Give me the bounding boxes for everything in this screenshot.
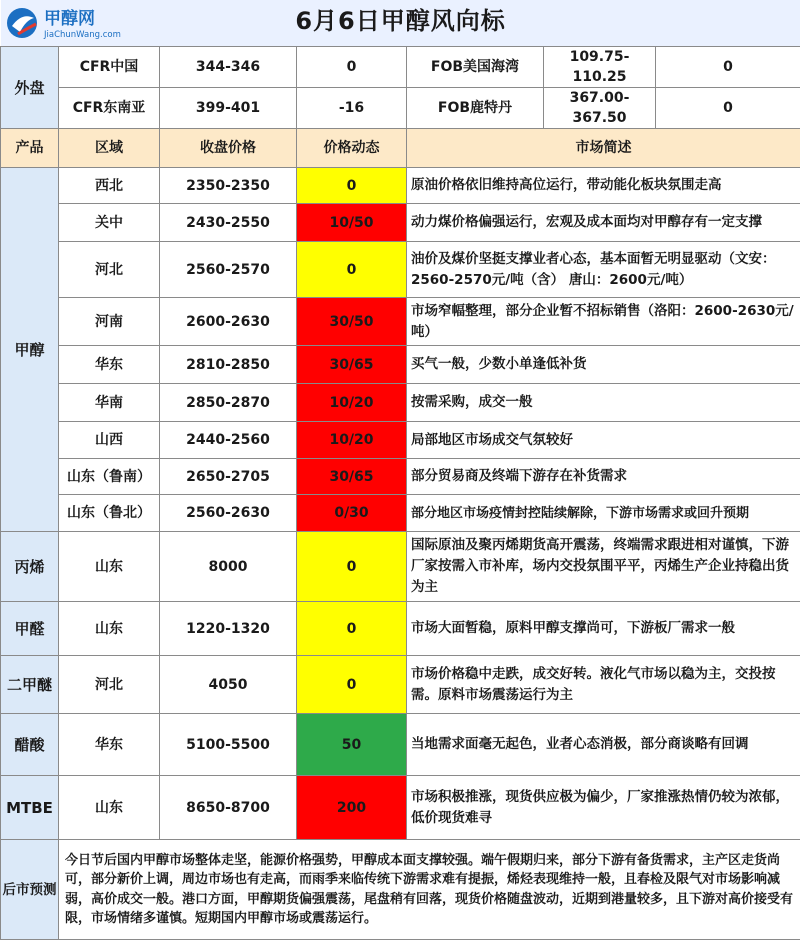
foreign-name: FOB美国海湾 [407,47,544,88]
product-label: 丙烯 [1,532,59,602]
region-cell: 河北 [59,656,160,714]
foreign-price: 109.75-110.25 [544,47,656,88]
change-cell: 10/20 [297,384,407,422]
region-cell: 山东 [59,602,160,656]
price-cell: 2560-2570 [160,242,297,298]
price-cell: 2430-2550 [160,204,297,242]
foreign-change: 0 [656,47,800,88]
product-label: 甲醛 [1,602,59,656]
change-cell: 10/20 [297,422,407,459]
foreign-name: CFR东南亚 [59,88,160,129]
table-row [1,346,800,384]
foreign-row [1,47,800,88]
price-cell: 2440-2560 [160,422,297,459]
price-cell: 2810-2850 [160,346,297,384]
change-cell: 30/65 [297,459,407,495]
forecast-row [1,840,800,940]
summary-cell: 市场价格稳中走跌，成交好转。液化气市场以稳为主，交投按需。原料市场震荡运行为主 [407,656,800,714]
summary-cell: 市场窄幅整理，部分企业暂不招标销售（洛阳：2600-2630元/吨） [407,298,800,346]
page-title: 6月6日甲醇风向标 [295,7,505,35]
region-cell: 华东 [59,346,160,384]
summary-cell: 油价及煤价坚挺支撑业者心态，基本面暂无明显驱动（文安：2560-2570元/吨（含） 唐山：2600元/吨） [407,242,800,298]
column-header-row [1,129,800,168]
change-cell: 0 [297,602,407,656]
summary-cell: 局部地区市场成交气氛较好 [407,422,800,459]
region-cell: 山东（鲁北） [59,495,160,532]
change-cell: 30/65 [297,346,407,384]
price-cell: 2850-2870 [160,384,297,422]
logo-en-text: JiaChunWang.com [43,30,121,40]
region-cell: 关中 [59,204,160,242]
jiachunwang-logo [4,4,144,42]
change-cell: 200 [297,776,407,840]
region-cell: 山东（鲁南） [59,459,160,495]
foreign-change: 0 [297,47,407,88]
header-close-price: 收盘价格 [160,129,297,168]
summary-cell: 买气一般，少数小单逢低补货 [407,346,800,384]
table-row [1,656,800,714]
summary-cell: 当地需求面毫无起色，业者心态消极，部分商谈略有回调 [407,714,800,776]
price-cell: 2560-2630 [160,495,297,532]
product-label: 二甲醚 [1,656,59,714]
change-cell: 0 [297,656,407,714]
summary-cell: 按需采购，成交一般 [407,384,800,422]
region-cell: 山西 [59,422,160,459]
foreign-price: 344-346 [160,47,297,88]
change-cell: 0 [297,168,407,204]
logo-cn-text: 甲醇网 [44,8,95,29]
change-cell: 0 [297,242,407,298]
summary-cell: 市场积极推涨，现货供应极为偏少，厂家推涨热情仍较为浓郁，低价现货难寻 [407,776,800,840]
change-cell: 0/30 [297,495,407,532]
summary-cell: 动力煤价格偏强运行，宏观及成本面均对甲醇存有一定支撑 [407,204,800,242]
table-row [1,776,800,840]
table-row [1,298,800,346]
product-label: 醋酸 [1,714,59,776]
summary-cell: 部分贸易商及终端下游存在补货需求 [407,459,800,495]
foreign-label: 外盘 [1,47,59,129]
region-cell: 河北 [59,242,160,298]
header-summary: 市场简述 [407,129,800,168]
price-cell: 1220-1320 [160,602,297,656]
price-cell: 2650-2705 [160,459,297,495]
summary-cell: 市场大面暂稳，原料甲醇支撑尚可，下游板厂需求一般 [407,602,800,656]
region-cell: 山东 [59,776,160,840]
summary-cell: 原油价格依旧维持高位运行，带动能化板块氛围走高 [407,168,800,204]
foreign-change: -16 [297,88,407,129]
table-row [1,204,800,242]
foreign-name: CFR中国 [59,47,160,88]
region-cell: 山东 [59,532,160,602]
price-cell: 8650-8700 [160,776,297,840]
header-change: 价格动态 [297,129,407,168]
price-cell: 5100-5500 [160,714,297,776]
table-row [1,495,800,532]
change-cell: 30/50 [297,298,407,346]
table-row [1,242,800,298]
region-cell: 华南 [59,384,160,422]
product-label: MTBE [1,776,59,840]
foreign-row [1,88,800,129]
region-cell: 华东 [59,714,160,776]
forecast-label: 后市预测 [1,840,59,940]
summary-cell: 国际原油及聚丙烯期货高开震荡，终端需求跟进相对谨慎，下游厂家按需入市补库，场内交投氛围平平，丙烯生产企业持稳出货为主 [407,532,800,602]
table-row [1,714,800,776]
foreign-change: 0 [656,88,800,129]
price-cell: 8000 [160,532,297,602]
change-cell: 50 [297,714,407,776]
region-cell: 河南 [59,298,160,346]
foreign-name: FOB鹿特丹 [407,88,544,129]
foreign-price: 399-401 [160,88,297,129]
header-region: 区域 [59,129,160,168]
header-product: 产品 [1,129,59,168]
region-cell: 西北 [59,168,160,204]
change-cell: 0 [297,532,407,602]
table-row [1,168,800,204]
table-row [1,602,800,656]
table-row [1,532,800,602]
change-cell: 10/50 [297,204,407,242]
forecast-text: 今日节后国内甲醇市场整体走坚，能源价格强势，甲醇成本面支撑较强。端午假期归来，部分下游有备货需求，主产区走货尚可，部分新价上调，周边市场也有走高，而雨季来临传统下游需求难有提振，烯烃表现维持一般，且春检及限气对市场影响减弱，高价成交一般。港口方面，甲醇期货偏强震荡，尾盘稍有回落，现货价格随盘波动，近期到港量较多，且下游对高价接受有限，市场情绪多谨慎。短期国内甲醇市场或震荡运行。 [59,840,800,940]
price-cell: 2600-2630 [160,298,297,346]
price-cell: 4050 [160,656,297,714]
product-label: 甲醇 [1,168,59,532]
table-row [1,384,800,422]
table-row [1,459,800,495]
summary-cell: 部分地区市场疫情封控陆续解除，下游市场需求或回升预期 [407,495,800,532]
price-cell: 2350-2350 [160,168,297,204]
table-row [1,422,800,459]
foreign-price: 367.00-367.50 [544,88,656,129]
